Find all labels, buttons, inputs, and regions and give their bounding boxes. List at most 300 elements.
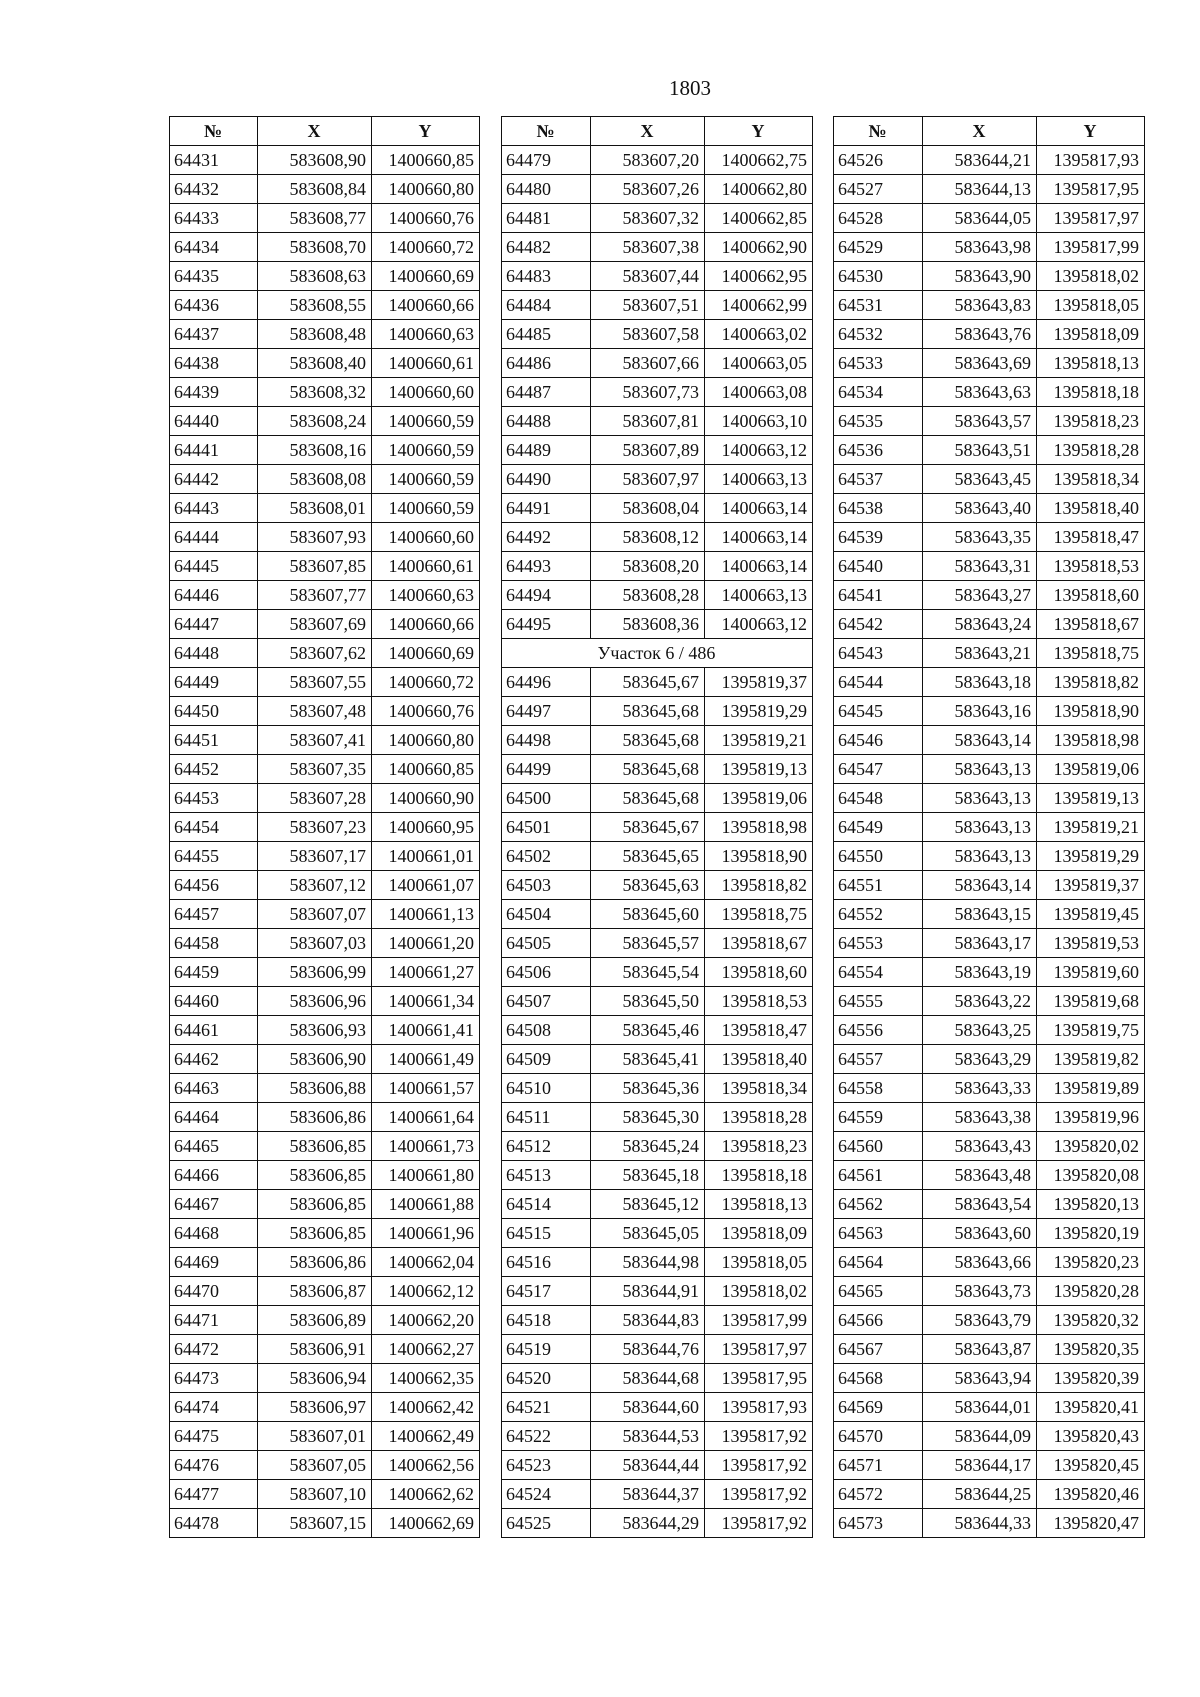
table-row <box>502 1045 813 1074</box>
x-coordinate-cell: 583643,21 <box>923 639 1037 668</box>
x-coordinate-cell: 583607,58 <box>591 320 705 349</box>
table-row <box>502 1509 813 1538</box>
table-row <box>502 1190 813 1219</box>
point-number-cell: 64571 <box>834 1451 923 1480</box>
y-coordinate-cell: 1395820,41 <box>1037 1393 1145 1422</box>
x-coordinate-cell: 583608,55 <box>258 291 372 320</box>
x-coordinate-cell: 583606,97 <box>258 1393 372 1422</box>
x-coordinate-cell: 583645,68 <box>591 755 705 784</box>
y-coordinate-cell: 1400660,85 <box>372 146 480 175</box>
y-coordinate-cell: 1395818,28 <box>705 1103 813 1132</box>
table-row <box>834 1045 1145 1074</box>
x-coordinate-cell: 583643,31 <box>923 552 1037 581</box>
x-coordinate-cell: 583644,33 <box>923 1509 1037 1538</box>
x-coordinate-cell: 583607,97 <box>591 465 705 494</box>
point-number-cell: 64447 <box>170 610 258 639</box>
x-coordinate-cell: 583643,63 <box>923 378 1037 407</box>
table-row <box>170 1335 480 1364</box>
y-coordinate-cell: 1400660,60 <box>372 378 480 407</box>
table-row <box>170 726 480 755</box>
x-coordinate-cell: 583607,12 <box>258 871 372 900</box>
point-number-cell: 64533 <box>834 349 923 378</box>
y-coordinate-cell: 1395820,47 <box>1037 1509 1145 1538</box>
x-coordinate-cell: 583643,24 <box>923 610 1037 639</box>
x-coordinate-cell: 583608,77 <box>258 204 372 233</box>
table-row <box>834 581 1145 610</box>
table-row <box>170 1161 480 1190</box>
x-coordinate-cell: 583644,01 <box>923 1393 1037 1422</box>
table-row <box>170 465 480 494</box>
y-coordinate-cell: 1395820,28 <box>1037 1277 1145 1306</box>
x-coordinate-cell: 583645,67 <box>591 813 705 842</box>
y-coordinate-cell: 1400662,04 <box>372 1248 480 1277</box>
y-coordinate-cell: 1395819,06 <box>1037 755 1145 784</box>
x-coordinate-cell: 583643,79 <box>923 1306 1037 1335</box>
table-row <box>502 581 813 610</box>
table-row <box>170 146 480 175</box>
x-coordinate-cell: 583643,40 <box>923 494 1037 523</box>
table-row <box>834 465 1145 494</box>
point-number-cell: 64491 <box>502 494 591 523</box>
point-number-cell: 64481 <box>502 204 591 233</box>
y-coordinate-cell: 1400661,64 <box>372 1103 480 1132</box>
table-row <box>834 871 1145 900</box>
table-row <box>170 1219 480 1248</box>
point-number-cell: 64474 <box>170 1393 258 1422</box>
point-number-cell: 64460 <box>170 987 258 1016</box>
y-coordinate-cell: 1395818,09 <box>705 1219 813 1248</box>
table-row <box>834 1190 1145 1219</box>
x-coordinate-cell: 583608,12 <box>591 523 705 552</box>
header-no: № <box>834 117 923 146</box>
table-row <box>502 436 813 465</box>
y-coordinate-cell: 1400663,08 <box>705 378 813 407</box>
x-coordinate-cell: 583607,01 <box>258 1422 372 1451</box>
point-number-cell: 64487 <box>502 378 591 407</box>
point-number-cell: 64492 <box>502 523 591 552</box>
table-row <box>834 668 1145 697</box>
x-coordinate-cell: 583608,40 <box>258 349 372 378</box>
x-coordinate-cell: 583643,13 <box>923 842 1037 871</box>
point-number-cell: 64541 <box>834 581 923 610</box>
table-row <box>170 1277 480 1306</box>
table-row <box>502 1219 813 1248</box>
header-y: Y <box>372 117 480 146</box>
y-coordinate-cell: 1400661,41 <box>372 1016 480 1045</box>
table-row <box>170 204 480 233</box>
y-coordinate-cell: 1395820,46 <box>1037 1480 1145 1509</box>
y-coordinate-cell: 1395820,43 <box>1037 1422 1145 1451</box>
x-coordinate-cell: 583643,14 <box>923 726 1037 755</box>
point-number-cell: 64531 <box>834 291 923 320</box>
x-coordinate-cell: 583607,51 <box>591 291 705 320</box>
y-coordinate-cell: 1395819,82 <box>1037 1045 1145 1074</box>
point-number-cell: 64462 <box>170 1045 258 1074</box>
x-coordinate-cell: 583645,65 <box>591 842 705 871</box>
y-coordinate-cell: 1395819,21 <box>1037 813 1145 842</box>
table-row <box>170 1422 480 1451</box>
coordinates-table-1 <box>169 116 480 1538</box>
point-number-cell: 64480 <box>502 175 591 204</box>
x-coordinate-cell: 583607,73 <box>591 378 705 407</box>
y-coordinate-cell: 1395818,82 <box>705 871 813 900</box>
table-row <box>502 1335 813 1364</box>
table-row <box>834 349 1145 378</box>
table-row <box>170 1480 480 1509</box>
y-coordinate-cell: 1400662,12 <box>372 1277 480 1306</box>
point-number-cell: 64438 <box>170 349 258 378</box>
table-row <box>502 233 813 262</box>
point-number-cell: 64557 <box>834 1045 923 1074</box>
point-number-cell: 64532 <box>834 320 923 349</box>
point-number-cell: 64483 <box>502 262 591 291</box>
point-number-cell: 64540 <box>834 552 923 581</box>
x-coordinate-cell: 583607,38 <box>591 233 705 262</box>
table-row <box>170 1103 480 1132</box>
table-row <box>170 1190 480 1219</box>
y-coordinate-cell: 1395819,13 <box>705 755 813 784</box>
point-number-cell: 64442 <box>170 465 258 494</box>
table-row <box>834 552 1145 581</box>
point-number-cell: 64527 <box>834 175 923 204</box>
y-coordinate-cell: 1400661,27 <box>372 958 480 987</box>
x-coordinate-cell: 583608,04 <box>591 494 705 523</box>
x-coordinate-cell: 583644,09 <box>923 1422 1037 1451</box>
y-coordinate-cell: 1400661,80 <box>372 1161 480 1190</box>
x-coordinate-cell: 583643,18 <box>923 668 1037 697</box>
point-number-cell: 64542 <box>834 610 923 639</box>
point-number-cell: 64493 <box>502 552 591 581</box>
table-row <box>834 523 1145 552</box>
table-row <box>834 407 1145 436</box>
point-number-cell: 64551 <box>834 871 923 900</box>
x-coordinate-cell: 583643,29 <box>923 1045 1037 1074</box>
y-coordinate-cell: 1395817,97 <box>1037 204 1145 233</box>
table-row <box>502 1132 813 1161</box>
header-y: Y <box>1037 117 1145 146</box>
x-coordinate-cell: 583608,08 <box>258 465 372 494</box>
point-number-cell: 64489 <box>502 436 591 465</box>
x-coordinate-cell: 583606,94 <box>258 1364 372 1393</box>
point-number-cell: 64529 <box>834 233 923 262</box>
point-number-cell: 64506 <box>502 958 591 987</box>
table-row <box>834 1103 1145 1132</box>
x-coordinate-cell: 583644,44 <box>591 1451 705 1480</box>
y-coordinate-cell: 1395818,60 <box>1037 581 1145 610</box>
point-number-cell: 64543 <box>834 639 923 668</box>
x-coordinate-cell: 583643,76 <box>923 320 1037 349</box>
table-row <box>170 697 480 726</box>
x-coordinate-cell: 583607,89 <box>591 436 705 465</box>
x-coordinate-cell: 583643,83 <box>923 291 1037 320</box>
point-number-cell: 64525 <box>502 1509 591 1538</box>
y-coordinate-cell: 1395818,13 <box>1037 349 1145 378</box>
y-coordinate-cell: 1400662,95 <box>705 262 813 291</box>
y-coordinate-cell: 1395817,95 <box>705 1364 813 1393</box>
y-coordinate-cell: 1400661,20 <box>372 929 480 958</box>
x-coordinate-cell: 583608,20 <box>591 552 705 581</box>
point-number-cell: 64534 <box>834 378 923 407</box>
table-row <box>502 1016 813 1045</box>
y-coordinate-cell: 1395820,02 <box>1037 1132 1145 1161</box>
y-coordinate-cell: 1395819,13 <box>1037 784 1145 813</box>
x-coordinate-cell: 583607,69 <box>258 610 372 639</box>
x-coordinate-cell: 583643,48 <box>923 1161 1037 1190</box>
table-row <box>834 320 1145 349</box>
table-row <box>502 204 813 233</box>
y-coordinate-cell: 1395820,32 <box>1037 1306 1145 1335</box>
point-number-cell: 64514 <box>502 1190 591 1219</box>
y-coordinate-cell: 1400663,05 <box>705 349 813 378</box>
point-number-cell: 64565 <box>834 1277 923 1306</box>
table-row <box>834 204 1145 233</box>
x-coordinate-cell: 583607,07 <box>258 900 372 929</box>
point-number-cell: 64464 <box>170 1103 258 1132</box>
point-number-cell: 64494 <box>502 581 591 610</box>
table-row <box>502 320 813 349</box>
point-number-cell: 64485 <box>502 320 591 349</box>
y-coordinate-cell: 1395818,75 <box>705 900 813 929</box>
x-coordinate-cell: 583644,05 <box>923 204 1037 233</box>
point-number-cell: 64510 <box>502 1074 591 1103</box>
point-number-cell: 64470 <box>170 1277 258 1306</box>
x-coordinate-cell: 583644,98 <box>591 1248 705 1277</box>
x-coordinate-cell: 583645,67 <box>591 668 705 697</box>
table-row <box>834 1132 1145 1161</box>
x-coordinate-cell: 583607,44 <box>591 262 705 291</box>
table-row <box>834 1335 1145 1364</box>
table-row <box>170 349 480 378</box>
table-row <box>502 494 813 523</box>
y-coordinate-cell: 1400661,49 <box>372 1045 480 1074</box>
x-coordinate-cell: 583643,15 <box>923 900 1037 929</box>
y-coordinate-cell: 1395819,75 <box>1037 1016 1145 1045</box>
table-row <box>834 726 1145 755</box>
y-coordinate-cell: 1400660,59 <box>372 407 480 436</box>
header-x: X <box>258 117 372 146</box>
point-number-cell: 64433 <box>170 204 258 233</box>
x-coordinate-cell: 583643,94 <box>923 1364 1037 1393</box>
x-coordinate-cell: 583607,17 <box>258 842 372 871</box>
table-header-row <box>834 117 1145 146</box>
table-row <box>502 726 813 755</box>
x-coordinate-cell: 583607,55 <box>258 668 372 697</box>
point-number-cell: 64502 <box>502 842 591 871</box>
point-number-cell: 64547 <box>834 755 923 784</box>
point-number-cell: 64507 <box>502 987 591 1016</box>
y-coordinate-cell: 1395818,34 <box>1037 465 1145 494</box>
table-row <box>834 1016 1145 1045</box>
x-coordinate-cell: 583643,14 <box>923 871 1037 900</box>
y-coordinate-cell: 1395819,37 <box>705 668 813 697</box>
table-row <box>834 784 1145 813</box>
x-coordinate-cell: 583606,88 <box>258 1074 372 1103</box>
table-row <box>502 523 813 552</box>
x-coordinate-cell: 583607,05 <box>258 1451 372 1480</box>
y-coordinate-cell: 1395818,23 <box>1037 407 1145 436</box>
x-coordinate-cell: 583645,05 <box>591 1219 705 1248</box>
point-number-cell: 64495 <box>502 610 591 639</box>
point-number-cell: 64572 <box>834 1480 923 1509</box>
point-number-cell: 64465 <box>170 1132 258 1161</box>
x-coordinate-cell: 583607,03 <box>258 929 372 958</box>
table-row <box>170 552 480 581</box>
table-row <box>170 378 480 407</box>
y-coordinate-cell: 1395818,67 <box>1037 610 1145 639</box>
y-coordinate-cell: 1395819,89 <box>1037 1074 1145 1103</box>
x-coordinate-cell: 583607,77 <box>258 581 372 610</box>
table-row <box>834 494 1145 523</box>
table-row <box>502 1422 813 1451</box>
x-coordinate-cell: 583606,86 <box>258 1103 372 1132</box>
table-row <box>170 1132 480 1161</box>
table-row <box>502 552 813 581</box>
x-coordinate-cell: 583643,35 <box>923 523 1037 552</box>
point-number-cell: 64550 <box>834 842 923 871</box>
point-number-cell: 64563 <box>834 1219 923 1248</box>
point-number-cell: 64477 <box>170 1480 258 1509</box>
x-coordinate-cell: 583643,13 <box>923 784 1037 813</box>
y-coordinate-cell: 1395818,90 <box>705 842 813 871</box>
point-number-cell: 64536 <box>834 436 923 465</box>
table-row <box>170 610 480 639</box>
table-row <box>170 494 480 523</box>
x-coordinate-cell: 583645,68 <box>591 784 705 813</box>
y-coordinate-cell: 1400662,35 <box>372 1364 480 1393</box>
table-row <box>170 291 480 320</box>
x-coordinate-cell: 583608,32 <box>258 378 372 407</box>
x-coordinate-cell: 583643,13 <box>923 755 1037 784</box>
header-x: X <box>591 117 705 146</box>
point-number-cell: 64431 <box>170 146 258 175</box>
point-number-cell: 64566 <box>834 1306 923 1335</box>
y-coordinate-cell: 1395820,13 <box>1037 1190 1145 1219</box>
y-coordinate-cell: 1400663,12 <box>705 610 813 639</box>
point-number-cell: 64463 <box>170 1074 258 1103</box>
point-number-cell: 64471 <box>170 1306 258 1335</box>
table-row <box>502 813 813 842</box>
point-number-cell: 64544 <box>834 668 923 697</box>
point-number-cell: 64499 <box>502 755 591 784</box>
point-number-cell: 64548 <box>834 784 923 813</box>
x-coordinate-cell: 583644,53 <box>591 1422 705 1451</box>
y-coordinate-cell: 1400662,85 <box>705 204 813 233</box>
y-coordinate-cell: 1395818,05 <box>705 1248 813 1277</box>
point-number-cell: 64484 <box>502 291 591 320</box>
y-coordinate-cell: 1395818,47 <box>705 1016 813 1045</box>
x-coordinate-cell: 583606,86 <box>258 1248 372 1277</box>
x-coordinate-cell: 583645,68 <box>591 726 705 755</box>
y-coordinate-cell: 1395817,92 <box>705 1422 813 1451</box>
x-coordinate-cell: 583608,28 <box>591 581 705 610</box>
x-coordinate-cell: 583645,60 <box>591 900 705 929</box>
x-coordinate-cell: 583645,12 <box>591 1190 705 1219</box>
y-coordinate-cell: 1400660,59 <box>372 465 480 494</box>
y-coordinate-cell: 1395818,18 <box>1037 378 1145 407</box>
point-number-cell: 64440 <box>170 407 258 436</box>
x-coordinate-cell: 583643,22 <box>923 987 1037 1016</box>
point-number-cell: 64505 <box>502 929 591 958</box>
point-number-cell: 64522 <box>502 1422 591 1451</box>
x-coordinate-cell: 583606,99 <box>258 958 372 987</box>
table-row <box>834 262 1145 291</box>
y-coordinate-cell: 1395818,67 <box>705 929 813 958</box>
y-coordinate-cell: 1395817,97 <box>705 1335 813 1364</box>
point-number-cell: 64459 <box>170 958 258 987</box>
x-coordinate-cell: 583644,91 <box>591 1277 705 1306</box>
table-row <box>170 1306 480 1335</box>
table-row <box>502 784 813 813</box>
y-coordinate-cell: 1395818,98 <box>1037 726 1145 755</box>
x-coordinate-cell: 583606,93 <box>258 1016 372 1045</box>
x-coordinate-cell: 583608,90 <box>258 146 372 175</box>
x-coordinate-cell: 583606,85 <box>258 1219 372 1248</box>
y-coordinate-cell: 1395819,60 <box>1037 958 1145 987</box>
x-coordinate-cell: 583644,76 <box>591 1335 705 1364</box>
table-row <box>170 668 480 697</box>
x-coordinate-cell: 583645,24 <box>591 1132 705 1161</box>
point-number-cell: 64567 <box>834 1335 923 1364</box>
point-number-cell: 64453 <box>170 784 258 813</box>
point-number-cell: 64539 <box>834 523 923 552</box>
x-coordinate-cell: 583644,17 <box>923 1451 1037 1480</box>
y-coordinate-cell: 1400660,85 <box>372 755 480 784</box>
point-number-cell: 64448 <box>170 639 258 668</box>
y-coordinate-cell: 1395818,18 <box>705 1161 813 1190</box>
point-number-cell: 64468 <box>170 1219 258 1248</box>
x-coordinate-cell: 583608,16 <box>258 436 372 465</box>
table-row <box>502 842 813 871</box>
table-row <box>834 1277 1145 1306</box>
point-number-cell: 64517 <box>502 1277 591 1306</box>
point-number-cell: 64444 <box>170 523 258 552</box>
coordinates-table-3 <box>833 116 1145 1538</box>
y-coordinate-cell: 1400662,49 <box>372 1422 480 1451</box>
point-number-cell: 64446 <box>170 581 258 610</box>
y-coordinate-cell: 1400661,01 <box>372 842 480 871</box>
x-coordinate-cell: 583607,48 <box>258 697 372 726</box>
table-row <box>170 175 480 204</box>
y-coordinate-cell: 1400660,63 <box>372 581 480 610</box>
section-label: Участок 6 / 486 <box>502 639 813 668</box>
x-coordinate-cell: 583643,60 <box>923 1219 1037 1248</box>
table-row <box>502 465 813 494</box>
point-number-cell: 64461 <box>170 1016 258 1045</box>
x-coordinate-cell: 583607,66 <box>591 349 705 378</box>
table-row <box>834 1161 1145 1190</box>
x-coordinate-cell: 583644,13 <box>923 175 1037 204</box>
y-coordinate-cell: 1400660,63 <box>372 320 480 349</box>
point-number-cell: 64467 <box>170 1190 258 1219</box>
x-coordinate-cell: 583644,21 <box>923 146 1037 175</box>
table-row <box>170 900 480 929</box>
x-coordinate-cell: 583645,36 <box>591 1074 705 1103</box>
table-row <box>502 958 813 987</box>
x-coordinate-cell: 583644,29 <box>591 1509 705 1538</box>
table-row <box>834 610 1145 639</box>
table-row <box>170 523 480 552</box>
point-number-cell: 64443 <box>170 494 258 523</box>
point-number-cell: 64561 <box>834 1161 923 1190</box>
table-header-row <box>502 117 813 146</box>
x-coordinate-cell: 583607,10 <box>258 1480 372 1509</box>
y-coordinate-cell: 1400663,14 <box>705 523 813 552</box>
table-row <box>502 262 813 291</box>
y-coordinate-cell: 1400663,10 <box>705 407 813 436</box>
x-coordinate-cell: 583645,63 <box>591 871 705 900</box>
y-coordinate-cell: 1400660,59 <box>372 494 480 523</box>
table-row <box>502 1161 813 1190</box>
